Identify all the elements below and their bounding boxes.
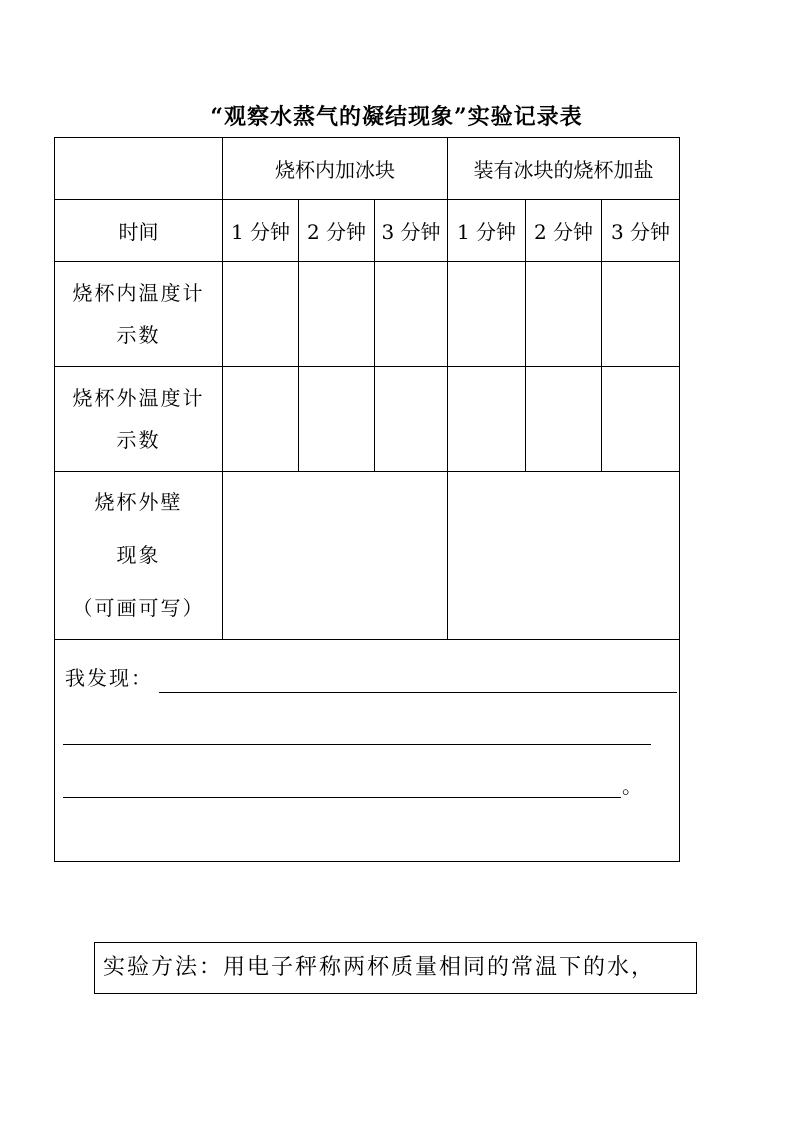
findings-answer-line-3[interactable] <box>63 797 621 798</box>
time-col-4: 1 分钟 <box>448 200 526 262</box>
empty-corner-cell <box>55 138 223 200</box>
findings-cell <box>55 640 680 862</box>
time-col-2: 2 分钟 <box>299 200 375 262</box>
inner-temp-cell[interactable] <box>602 262 680 367</box>
record-table <box>54 137 680 862</box>
inner-temp-label-line1: 烧杯内温度计 <box>72 281 205 305</box>
inner-temp-cell[interactable] <box>223 262 299 367</box>
outer-temp-cell[interactable] <box>375 367 448 472</box>
findings-answer-line-1[interactable] <box>159 692 677 693</box>
outer-temp-label <box>55 367 223 472</box>
group-header-ice: 烧杯内加冰块 <box>223 138 448 200</box>
inner-temp-cell[interactable] <box>375 262 448 367</box>
time-row <box>55 200 680 262</box>
group-header-ice-salt: 装有冰块的烧杯加盐 <box>448 138 680 200</box>
wall-observation-label <box>55 472 223 640</box>
outer-temp-cell[interactable] <box>602 367 680 472</box>
time-col-3: 3 分钟 <box>375 200 448 262</box>
wall-observation-row <box>55 472 680 640</box>
inner-temp-cell[interactable] <box>526 262 602 367</box>
outer-temp-label-line2: 示数 <box>116 428 161 452</box>
findings-row <box>55 640 680 862</box>
findings-answer-line-2[interactable] <box>63 744 651 745</box>
findings-end-mark: 。 <box>622 774 642 798</box>
inner-temp-label-line2: 示数 <box>116 323 161 347</box>
inner-temp-row <box>55 262 680 367</box>
wall-label-line1: 烧杯外壁 <box>94 490 183 514</box>
group-header-row <box>55 138 680 200</box>
wall-observation-ice-cell[interactable] <box>223 472 448 640</box>
outer-temp-label-line1: 烧杯外温度计 <box>72 386 205 410</box>
outer-temp-cell[interactable] <box>223 367 299 472</box>
outer-temp-row <box>55 367 680 472</box>
inner-temp-label <box>55 262 223 367</box>
time-label: 时间 <box>55 200 223 262</box>
inner-temp-cell[interactable] <box>299 262 375 367</box>
time-col-1: 1 分钟 <box>223 200 299 262</box>
time-col-6: 3 分钟 <box>602 200 680 262</box>
inner-temp-cell[interactable] <box>448 262 526 367</box>
page-title: “观察水蒸气的凝结现象”实验记录表 <box>210 104 583 130</box>
wall-label-line2: 现象 <box>116 543 161 567</box>
wall-observation-ice-salt-cell[interactable] <box>448 472 680 640</box>
method-box: 实验方法：用电子秤称两杯质量相同的常温下的水， <box>94 942 697 994</box>
outer-temp-cell[interactable] <box>526 367 602 472</box>
outer-temp-cell[interactable] <box>299 367 375 472</box>
outer-temp-cell[interactable] <box>448 367 526 472</box>
findings-label: 我发现： <box>65 666 153 690</box>
wall-label-line3: （可画可写） <box>72 596 205 620</box>
time-col-5: 2 分钟 <box>526 200 602 262</box>
